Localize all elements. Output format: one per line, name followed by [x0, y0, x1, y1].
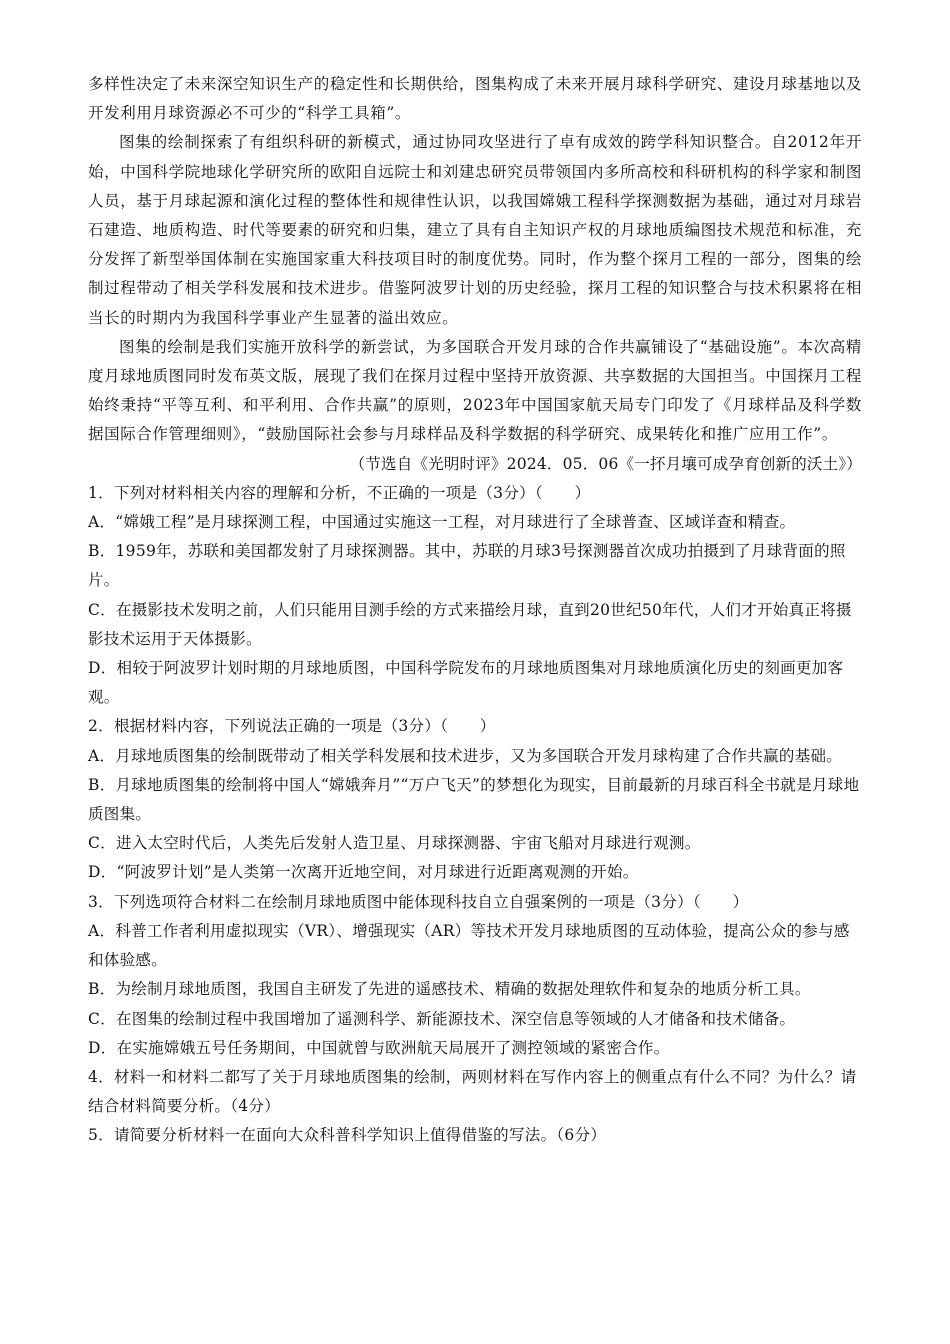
question-1 — [88, 479, 862, 713]
question-stem: 4．材料一和材料二都写了关于月球地质图集的绘制，两则材料在写作内容上的侧重点有什么不同？为什么？请结合材料简要分析。（4分） — [88, 1067, 857, 1116]
option-b: B．1959年，苏联和美国都发射了月球探测器。其中，苏联的月球3号探测器首次成功拍摄到了月球背面的照片。 — [88, 542, 846, 590]
question-3 — [88, 888, 862, 1063]
question-stem: 5．请简要分析材料一在面向大众科普科学知识上值得借鉴的写法。（6分） — [88, 1126, 607, 1145]
option-d: D．“阿波罗计划”是人类第一次离开近地空间，对月球进行近距离观测的开始。 — [88, 863, 639, 882]
option-a: A．月球地质图集的绘制既带动了相关学科发展和技术进步，又为多国联合开发月球构建了合作共赢的基础。 — [88, 746, 843, 765]
article-source: （节选自《光明时评》2024．05．06《一抔月壤可成孕育创新的沃土》） — [349, 454, 862, 473]
option-d: D．相较于阿波罗计划时期的月球地质图，中国科学院发布的月球地质图集对月球地质演化历史的刻画更加客观。 — [88, 659, 844, 707]
option-a: A．“嫦娥工程”是月球探测工程，中国通过实施这一工程，对月球进行了全球普查、区域详查和精查。 — [88, 513, 796, 532]
article-paragraph-1: 多样性决定了未来深空知识生产的稳定性和长期供给，图集构成了未来开展月球科学研究、建设月球基地以及开发利用月球资源必不可少的“科学工具箱”。 — [88, 75, 862, 123]
exam-page — [88, 70, 862, 1151]
question-stem: 1．下列对材料相关内容的理解和分析，不正确的一项是（3分）（ ） — [88, 483, 591, 502]
article-paragraph-3: 图集的绘制是我们实施开放科学的新尝试，为多国联合开发月球的合作共赢铺设了“基础设施”。本次高精度月球地质图同时发布英文版，展现了我们在探月过程中坚持开放资源、共享数据的大国担当。中国探月工程始终秉持“平等互利、和平利用、合作共赢”的原则，2023年中国国家航天局专门印发了《月球样品及科学数据国际合作管理细则》，“鼓励国际社会参与月球样品及科学数据的科学研究、成果转化和推广应用工作”。 — [88, 337, 862, 444]
option-d: D．在实施嫦娥五号任务期间，中国就曾与欧洲航天局展开了测控领域的紧密合作。 — [88, 1038, 670, 1057]
option-b: B．月球地质图集的绘制将中国人“嫦娥奔月”“万户飞天”的梦想化为现实，目前最新的月球百科全书就是月球地质图集。 — [88, 775, 860, 824]
article-section — [88, 70, 862, 479]
questions-section — [88, 479, 862, 1151]
question-2 — [88, 712, 862, 887]
article-paragraph-2: 图集的绘制探索了有组织科研的新模式，通过协同攻坚进行了卓有成效的跨学科知识整合。自2012年开始，中国科学院地球化学研究所的欧阳自远院士和刘建忠研究员带领国内多所高校和科研机构的科学家和制图人员，基于月球起源和演化过程的整体性和规律性认识，以我国嫦娥工程科学探测数据为基础，通过对月球岩石建造、地质构造、时代等要素的研究和归集，建立了具有自主知识产权的月球地质编图技术规范和标准，充分发挥了新型举国体制在实施国家重大科技项目时的制度优势。同时，作为整个探月工程的一部分，图集的绘制过程带动了相关学科发展和技术进步。借鉴阿波罗计划的历史经验，探月工程的知识整合与技术积累将在相当长的时期内为我国科学事业产生显著的溢出效应。 — [88, 133, 862, 327]
question-4 — [88, 1063, 862, 1121]
option-a: A．科普工作者利用虚拟现实（VR）、增强现实（AR）等技术开发月球地质图的互动体验，提高公众的参与感和体验感。 — [88, 921, 850, 970]
option-b: B．为绘制月球地质图，我国自主研发了先进的遥感技术、精确的数据处理软件和复杂的地质分析工具。 — [88, 980, 811, 999]
option-c: C．进入太空时代后，人类先后发射人造卫星、月球探测器、宇宙飞船对月球进行观测。 — [88, 834, 701, 853]
option-c: C．在图集的绘制过程中我国增加了遥测科学、新能源技术、深空信息等领域的人才储备和技术储备。 — [88, 1009, 796, 1028]
option-c: C．在摄影技术发明之前，人们只能用目测手绘的方式来描绘月球，直到20世纪50年代，人们才开始真正将摄影技术运用于天体摄影。 — [88, 600, 852, 648]
question-5 — [88, 1121, 862, 1150]
question-stem: 2．根据材料内容，下列说法正确的一项是（3分）（ ） — [88, 717, 496, 736]
question-stem: 3．下列选项符合材料二在绘制月球地质图中能体现科技自立自强案例的一项是（3分）（ ） — [88, 892, 749, 911]
